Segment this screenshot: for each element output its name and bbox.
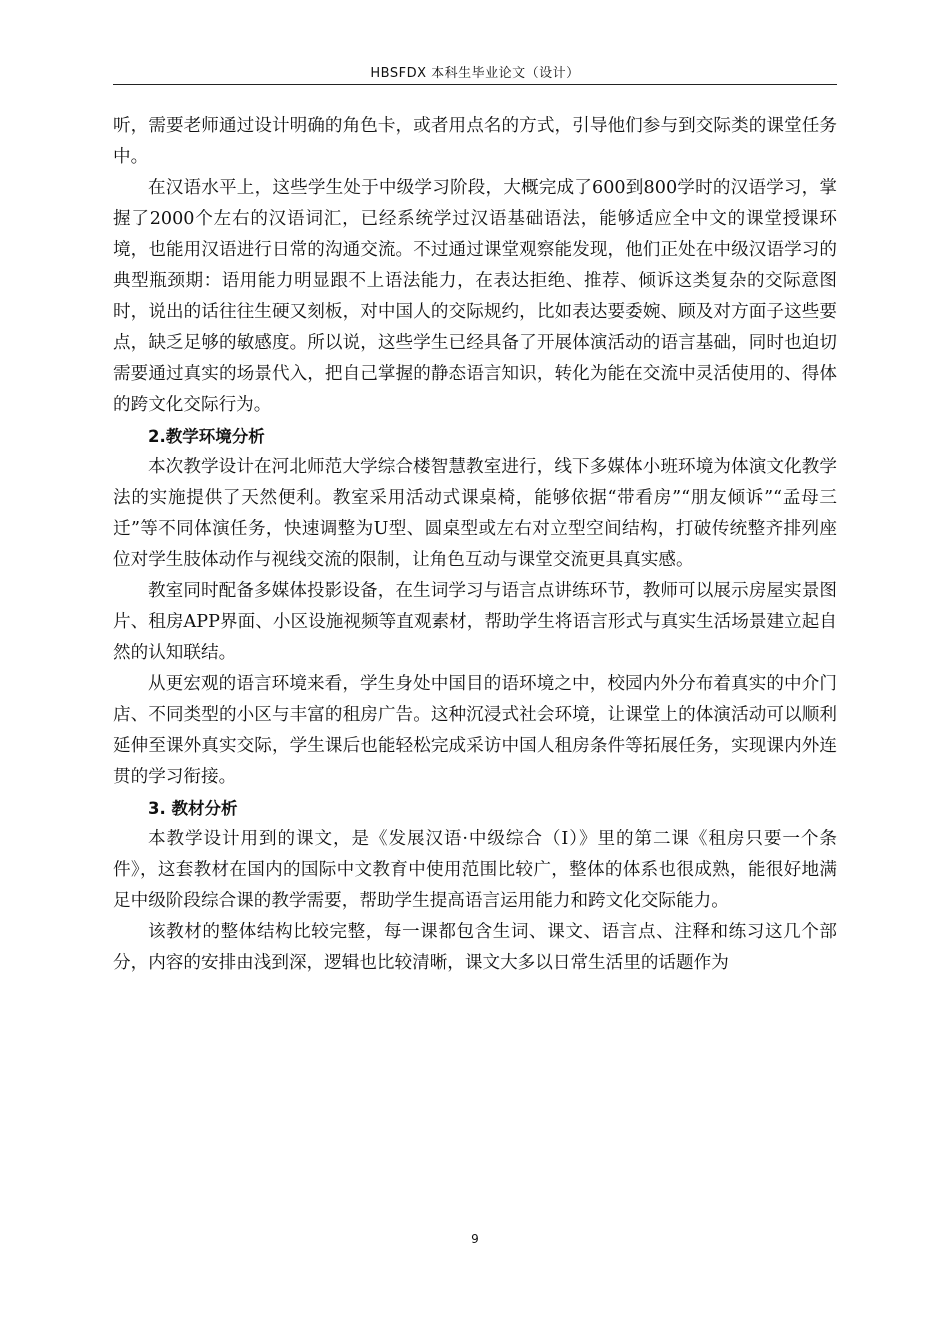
body-text [113, 111, 837, 979]
paragraph-multimedia: 教室同时配备多媒体投影设备，在生词学习与语言点讲练环节，教师可以展示房屋实景图片、租房APP界面、小区设施视频等直观素材，帮助学生将语言形式与真实生活场景建立起自然的认知联结。 [113, 581, 837, 663]
paragraph-language-environment: 从更宏观的语言环境来看，学生身处中国目的语环境之中，校园内外分布着真实的中介门店、不同类型的小区与丰富的租房广告。这种沉浸式社会环境，让课堂上的体演活动可以顺利延伸至课外真实交际，学生课后也能轻松完成采访中国人租房条件等拓展任务，实现课内外连贯的学习衔接。 [113, 674, 837, 787]
paragraph-textbook: 本教学设计用到的课文，是《发展汉语·中级综合（Ⅰ）》里的第二课《租房只要一个条件》，这套教材在国内的国际中文教育中使用范围比较广，整体的体系也很成熟，能很好地满足中级阶段综合课的教学需要，帮助学生提高语言运用能力和跨文化交际能力。 [113, 829, 837, 911]
page-number: 9 [471, 1232, 479, 1246]
paragraph-continuation: 听，需要老师通过设计明确的角色卡，或者用点名的方式，引导他们参与到交际类的课堂任务中。 [113, 116, 837, 167]
paragraph-classroom: 本次教学设计在河北师范大学综合楼智慧教室进行，线下多媒体小班环境为体演文化教学法的实施提供了天然便利。教室采用活动式课桌椅，能够依据“带看房”“朋友倾诉”“孟母三迁”等不同体演任务，快速调整为U型、圆桌型或左右对立型空间结构，打破传统整齐排列座位对学生肢体动作与视线交流的限制，让角色互动与课堂交流更具真实感。 [113, 457, 837, 570]
paragraph-chinese-level: 在汉语水平上，这些学生处于中级学习阶段，大概完成了600到800学时的汉语学习，掌握了2000个左右的汉语词汇，已经系统学过汉语基础语法，能够适应全中文的课堂授课环境，也能用汉语进行日常的沟通交流。不过通过课堂观察能发现，他们正处在中级汉语学习的典型瓶颈期：语用能力明显跟不上语法能力，在表达拒绝、推荐、倾诉这类复杂的交际意图时，说出的话往往生硬又刻板，对中国人的交际规约，比如表达要委婉、顾及对方面子这些要点，缺乏足够的敏感度。所以说，这些学生已经具备了开展体演活动的语言基础，同时也迫切需要通过真实的场景代入，把自己掌握的静态语言知识，转化为能在交流中灵活使用的、得体的跨文化交际行为。 [113, 178, 837, 415]
section-heading-textbook-analysis: 3. 教材分析 [148, 799, 238, 818]
running-header: HBSFDX 本科生毕业论文（设计） [370, 66, 580, 81]
section-heading-teaching-environment: 2.教学环境分析 [148, 427, 265, 446]
header-divider [113, 84, 837, 85]
paragraph-textbook-structure: 该教材的整体结构比较完整，每一课都包含生词、课文、语言点、注释和练习这几个部分，内容的安排由浅到深，逻辑也比较清晰，课文大多以日常生活里的话题作为 [113, 922, 837, 973]
